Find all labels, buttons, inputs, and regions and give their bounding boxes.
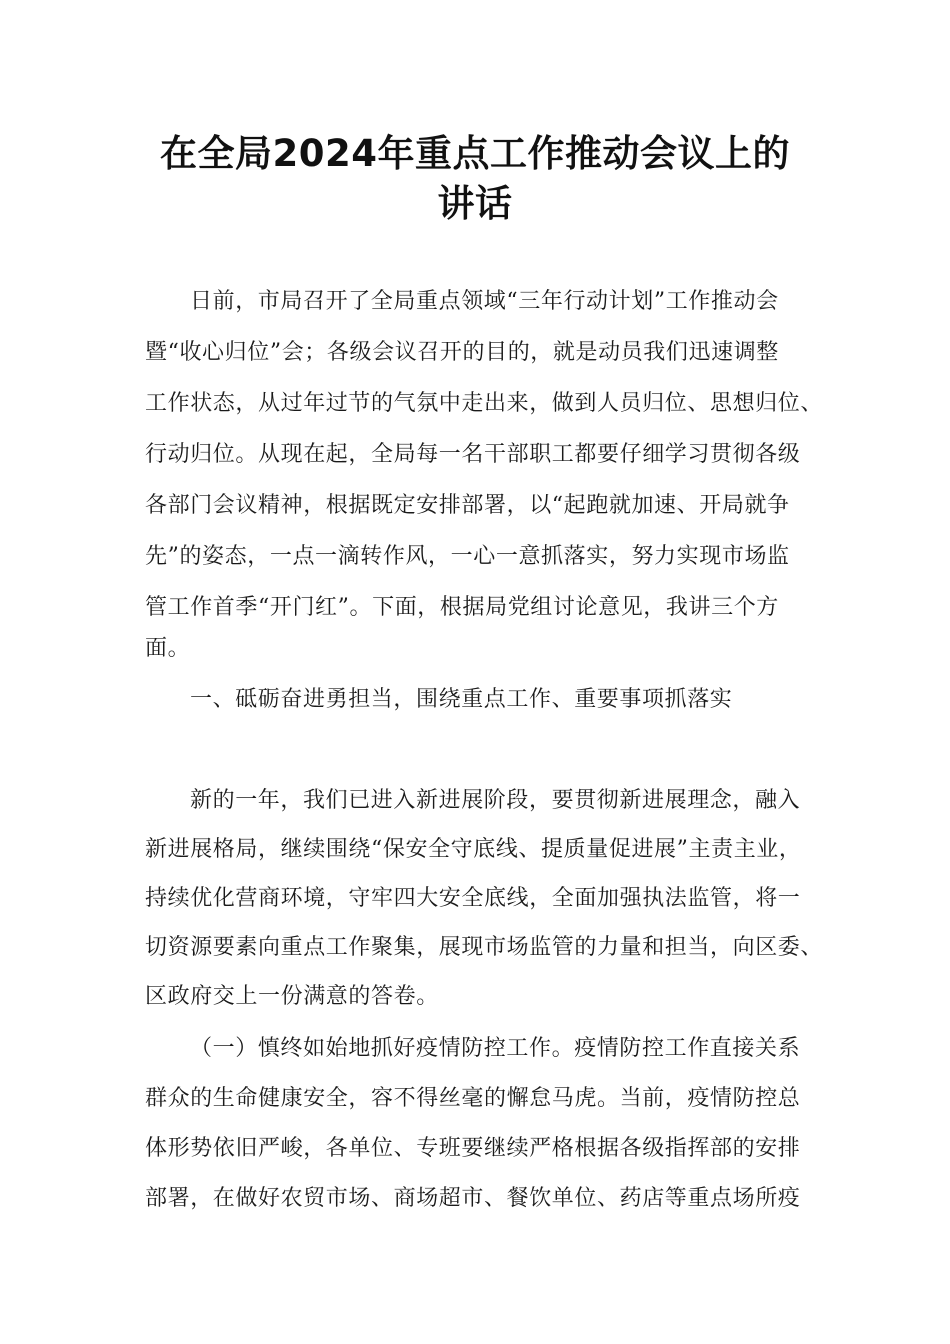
document-title-line-1: 在全局2024年重点工作推动会议上的	[160, 132, 790, 175]
paragraph-1-line-6: 先”的姿态，一点一滴转作风，一心一意抓落实，努力实现市场监	[145, 544, 790, 569]
paragraph-1-line-7: 管工作首季“开门红”。下面，根据局党组讨论意见，我讲三个方	[145, 595, 779, 620]
paragraph-1-line-3: 工作状态，从过年过节的气氛中走出来，做到人员归位、思想归位、	[145, 391, 824, 416]
paragraph-1-line-2: 暨“收心归位”会；各级会议召开的目的，就是动员我们迅速调整	[145, 340, 779, 365]
paragraph-1-line-4: 行动归位。从现在起，全局每一名干部职工都要仔细学习贯彻各级	[145, 442, 801, 467]
section-heading-1: 一、砥砺奋进勇担当，围绕重点工作、重要事项抓落实	[190, 687, 733, 712]
document-title-line-2: 讲话	[437, 182, 513, 225]
paragraph-3-line-3: 体形势依旧严峻，各单位、专班要继续严格根据各级指挥部的安排	[145, 1136, 801, 1161]
paragraph-2-line-4: 切资源要素向重点工作聚集，展现市场监管的力量和担当，向区委、	[145, 935, 824, 960]
paragraph-2-line-3: 持续优化营商环境，守牢四大安全底线，全面加强执法监管，将一	[145, 886, 801, 911]
paragraph-1-line-8: 面。	[145, 636, 191, 661]
paragraph-3-line-4: 部署，在做好农贸市场、商场超市、餐饮单位、药店等重点场所疫	[145, 1186, 801, 1211]
paragraph-1-line-1: 日前，市局召开了全局重点领域“三年行动计划”工作推动会	[190, 289, 779, 314]
paragraph-2-line-1: 新的一年，我们已进入新进展阶段，要贯彻新进展理念，融入	[190, 788, 801, 813]
paragraph-1-line-5: 各部门会议精神，根据既定安排部署，以“起跑就加速、开局就争	[145, 493, 790, 518]
paragraph-2-line-2: 新进展格局，继续围绕“保安全守底线、提质量促进展”主责主业，	[145, 837, 802, 862]
paragraph-3-line-2: 群众的生命健康安全，容不得丝毫的懈怠马虎。当前，疫情防控总	[145, 1086, 801, 1111]
paragraph-3-line-1: （一）慎终如始地抓好疫情防控工作。疫情防控工作直接关系	[190, 1036, 801, 1061]
paragraph-2-line-5: 区政府交上一份满意的答卷。	[145, 984, 439, 1009]
